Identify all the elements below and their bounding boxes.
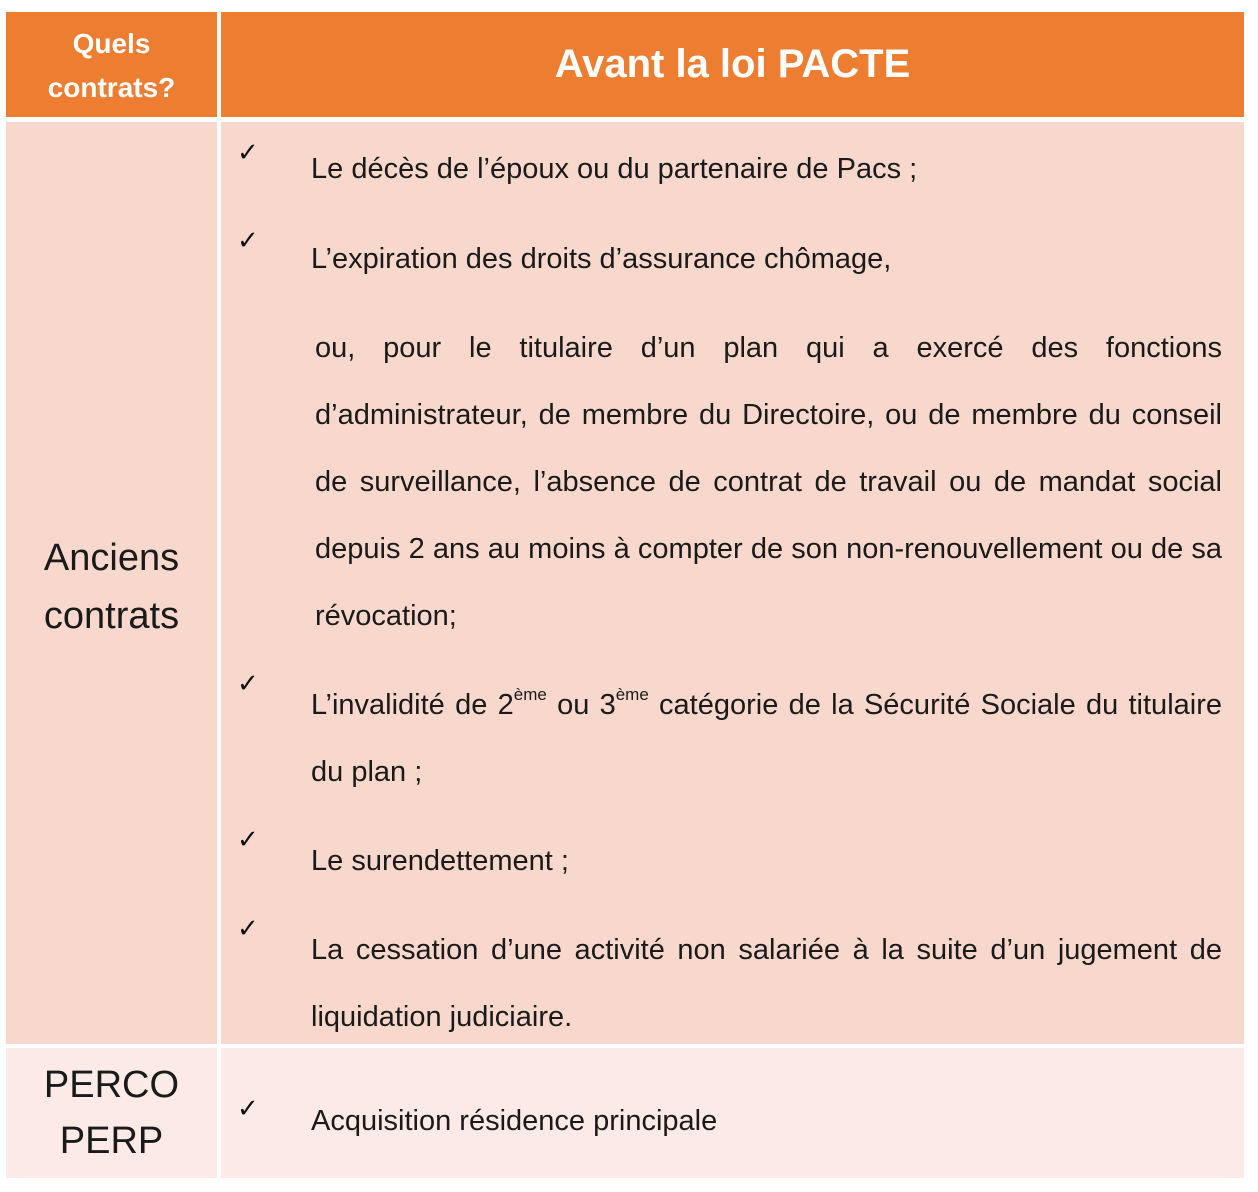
row-label-perp: PERP [59, 1120, 164, 1162]
list-item: Le surendettement ; [311, 845, 569, 877]
row-label-old-contracts: Anciens contrats [6, 122, 217, 1044]
list-item: Acquisition résidence principale [311, 1105, 718, 1137]
row-label-perco: PERCO [43, 1064, 180, 1106]
list-item: Le décès de l’époux ou du partenaire de Pacs ; [311, 153, 918, 185]
list-item: L’invalidité de 2ème ou 3ème catégorie de la Sécurité Sociale du titulaire du plan ; [311, 685, 1222, 788]
check-icon: ✓ [237, 138, 259, 168]
table-row [6, 122, 1244, 1044]
conditions-cell [221, 1048, 1244, 1178]
table-header [6, 12, 1244, 117]
contracts-table [6, 12, 1244, 1178]
table-row [6, 1048, 1244, 1178]
check-icon: ✓ [237, 825, 259, 855]
list-item: L’expiration des droits d’assurance chômage, [311, 243, 892, 275]
list-item: ou, pour le titulaire d’un plan qui a exercé des fonctions d’administrateur, de membre du Directoire, ou de membre du conseil de surveillance, l’absence de contrat de travail ou de mandat social depuis 2 ans au moins à compter de son non-renouvellement ou de sa révocation; [315, 332, 1222, 632]
check-icon: ✓ [237, 669, 259, 699]
header-before-pacte: Avant la loi PACTE [221, 12, 1244, 117]
check-icon: ✓ [237, 1094, 259, 1124]
check-icon: ✓ [237, 226, 259, 256]
check-icon: ✓ [237, 914, 259, 944]
header-contracts: Quels contrats? [6, 12, 217, 117]
conditions-cell [221, 122, 1244, 1044]
list-item: La cessation d’une activité non salariée à la suite d’un jugement de liquidation judiciaire. [311, 934, 1222, 1033]
row-label-perco-perp [6, 1048, 217, 1178]
